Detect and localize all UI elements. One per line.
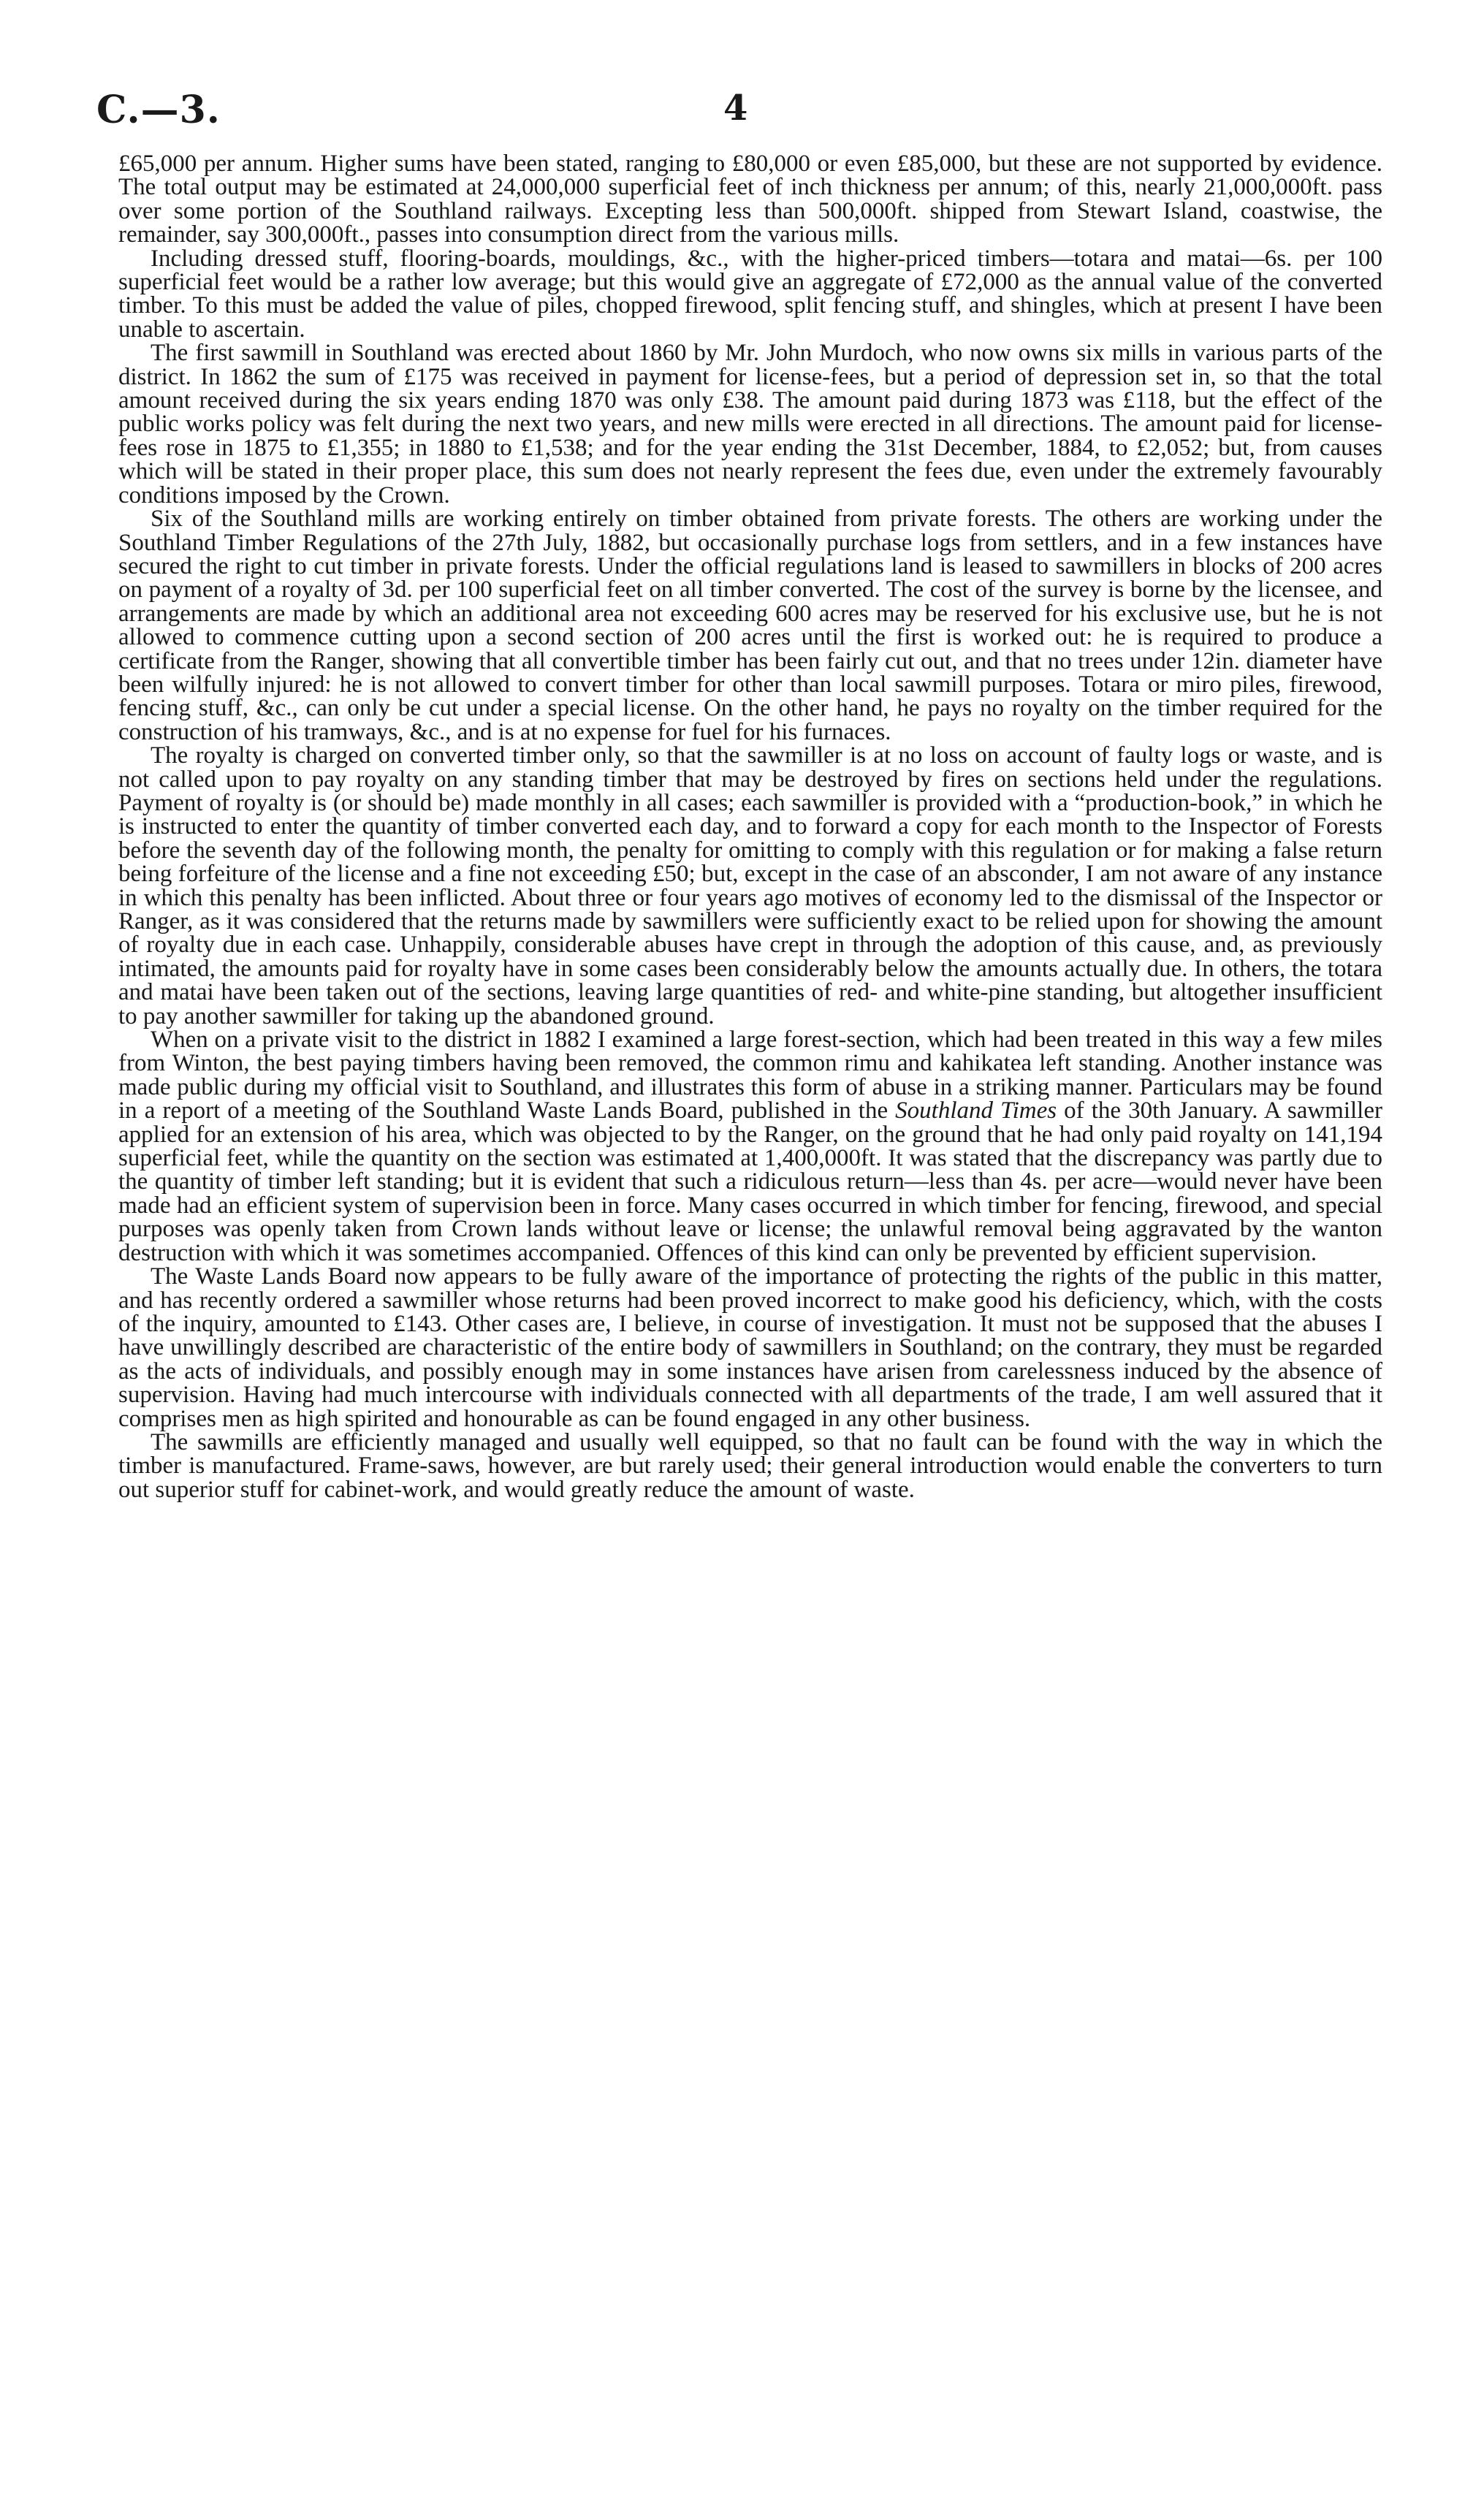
page-number: 4 [723, 88, 748, 129]
paragraph: £65,000 per annum. Higher sums have been stated, ranging to £80,000 or even £85,000, but these are not supported by evidence. The total output may be estimated at 24,000,000 superficial feet of inch thickness per annum; of this, nearly 21,000,000ft. pass over some portion of the Southland railways. Excepting less than 500,000ft. shipped from Stewart Island, coastwise, the remainder, say 300,000ft., passes into consumption direct from the various mills. [118, 151, 1382, 248]
paragraph-text: of the 30th January. A sawmiller applied for an extension of his area, which was objected to by the Ranger, on the ground that he had only paid royalty on 141,194 superficial feet, while the quantity on the section was estimated at 1,400,000ft. It was stated that the discrepancy was partly due to the quantity of timber left standing; but it is evident that such a ridiculous return—less than 4s. per acre—would never have been made had an efficient system of supervision been in force. Many cases occurred in which timber for fencing, firewood, and special purposes was openly taken from Crown lands without leave or license; the unlawful removal being aggravated by the wanton destruction with which it was sometimes accompanied. Offences of this kind can only be prevented by efficient supervision. [118, 1097, 1382, 1266]
paragraph: The Waste Lands Board now appears to be fully aware of the importance of protecting the rights of the public in this matter, and has recently ordered a sawmiller whose returns had been proved incorrect to make good his deficiency, which, with the costs of the inquiry, amounted to £143. Other cases are, I believe, in course of investigation. It must not be supposed that the abuses I have unwillingly described are characteristic of the entire body of sawmillers in Southland; on the contrary, they must be regarded as the acts of individuals, and possibly enough may in some instances have arisen from carelessness induced by the absence of supervision. Having had much intercourse with individuals connected with all departments of the trade, I am well assured that it comprises men as high spirited and honourable as can be found engaged in any other business. [118, 1263, 1382, 1432]
newspaper-title: Southland Times [895, 1097, 1057, 1124]
body-text [118, 152, 1382, 1501]
document-reference: C.—3. [96, 88, 221, 132]
paragraph: The first sawmill in Southland was erected about 1860 by Mr. John Murdoch, who now owns six mills in various parts of the district. In 1862 the sum of £175 was received in payment for license-fees, but a period of depression set in, so that the total amount received during the six years ending 1870 was only £38. The amount paid during 1873 was £118, but the effect of the public works policy was felt during the next two years, and new mills were erected in all directions. The amount paid for license-fees rose in 1875 to £1,355; in 1880 to £1,538; and for the year ending the 31st December, 1884, to £2,052; but, from causes which will be stated in their proper place, this sum does not nearly represent the fees due, even under the extremely favourably conditions imposed by the Crown. [118, 340, 1382, 509]
paragraph: Six of the Southland mills are working entirely on timber obtained from private forests. The others are working under the Southland Timber Regulations of the 27th July, 1882, but occasionally purchase logs from settlers, and in a few instances have secured the right to cut timber in private forests. Under the official regulations land is leased to sawmillers in blocks of 200 acres on payment of a royalty of 3d. per 100 superficial feet on all timber converted. The cost of the survey is borne by the licensee, and arrangements are made by which an additional area not exceeding 600 acres may be reserved for his exclusive use, but he is not allowed to commence cutting upon a second section of 200 acres until the first is worked out: he is required to produce a certificate from the Ranger, showing that all convertible timber has been fairly cut out, and that no trees under 12in. diameter have been wilfully injured: he is not allowed to convert timber for other than local sawmill purposes. Totara or miro piles, firewood, fencing stuff, &c., can only be cut under a special license. On the other hand, he pays no royalty on the timber required for the construction of his tramways, &c., and is at no expense for fuel for his furnaces. [118, 506, 1382, 745]
paragraph: The royalty is charged on converted timber only, so that the sawmiller is at no loss on account of faulty logs or waste, and is not called upon to pay royalty on any standing timber that may be destroyed by fires on sections held under the regulations. Payment of royalty is (or should be) made monthly in all cases; each sawmiller is provided with a “production-book,” in which he is instructed to enter the quantity of timber converted each day, and to forward a copy for each month to the Inspector of Forests before the seventh day of the following month, the penalty for omitting to comply with this regulation or for making a false return being forfeiture of the license and a fine not exceeding £50; but, except in the case of an absconder, I am not aware of any instance in which this penalty has been inflicted. About three or four years ago motives of economy led to the dismissal of the Inspector or Ranger, as it was considered that the returns made by sawmillers were sufficiently exact to be relied upon for showing the amount of royalty due in each case. Unhappily, considerable abuses have crept in through the adoption of this cause, and, as previously intimated, the amounts paid for royalty have in some cases been considerably below the amounts actually due. In others, the totara and matai have been taken out of the sections, leaving large quantities of red- and white-pine standing, but altogether insufficient to pay another sawmiller for taking up the abandoned ground. [118, 742, 1382, 1029]
paragraph: The sawmills are efficiently managed and usually well equipped, so that no fault can be found with the way in which the timber is manufactured. Frame-saws, however, are but rarely used; their general introduction would enable the converters to turn out superior stuff for cabinet-work, and would greatly reduce the amount of waste. [118, 1428, 1382, 1503]
paragraph: Including dressed stuff, flooring-boards, mouldings, &c., with the higher-priced timbers—totara and matai—6s. per 100 superficial feet would be a rather low average; but this would give an aggregate of £72,000 as the annual value of the converted timber. To this must be added the value of piles, chopped firewood, split fencing stuff, and shingles, which at present I have been unable to ascertain. [118, 245, 1382, 343]
paragraph-text: When on a private visit to the district in 1882 I examined a large forest-section, which had been treated in this way a few miles from Winton, the best paying timbers having been removed, the common rimu and kahikatea left standing. Another instance was made public during my official visit to Southland, and illustrates this form of abuse in a striking manner. Particulars may be found in a report of a meeting of the Southland Waste Lands Board, published in the [118, 1027, 1382, 1124]
paragraph [118, 1028, 1382, 1265]
